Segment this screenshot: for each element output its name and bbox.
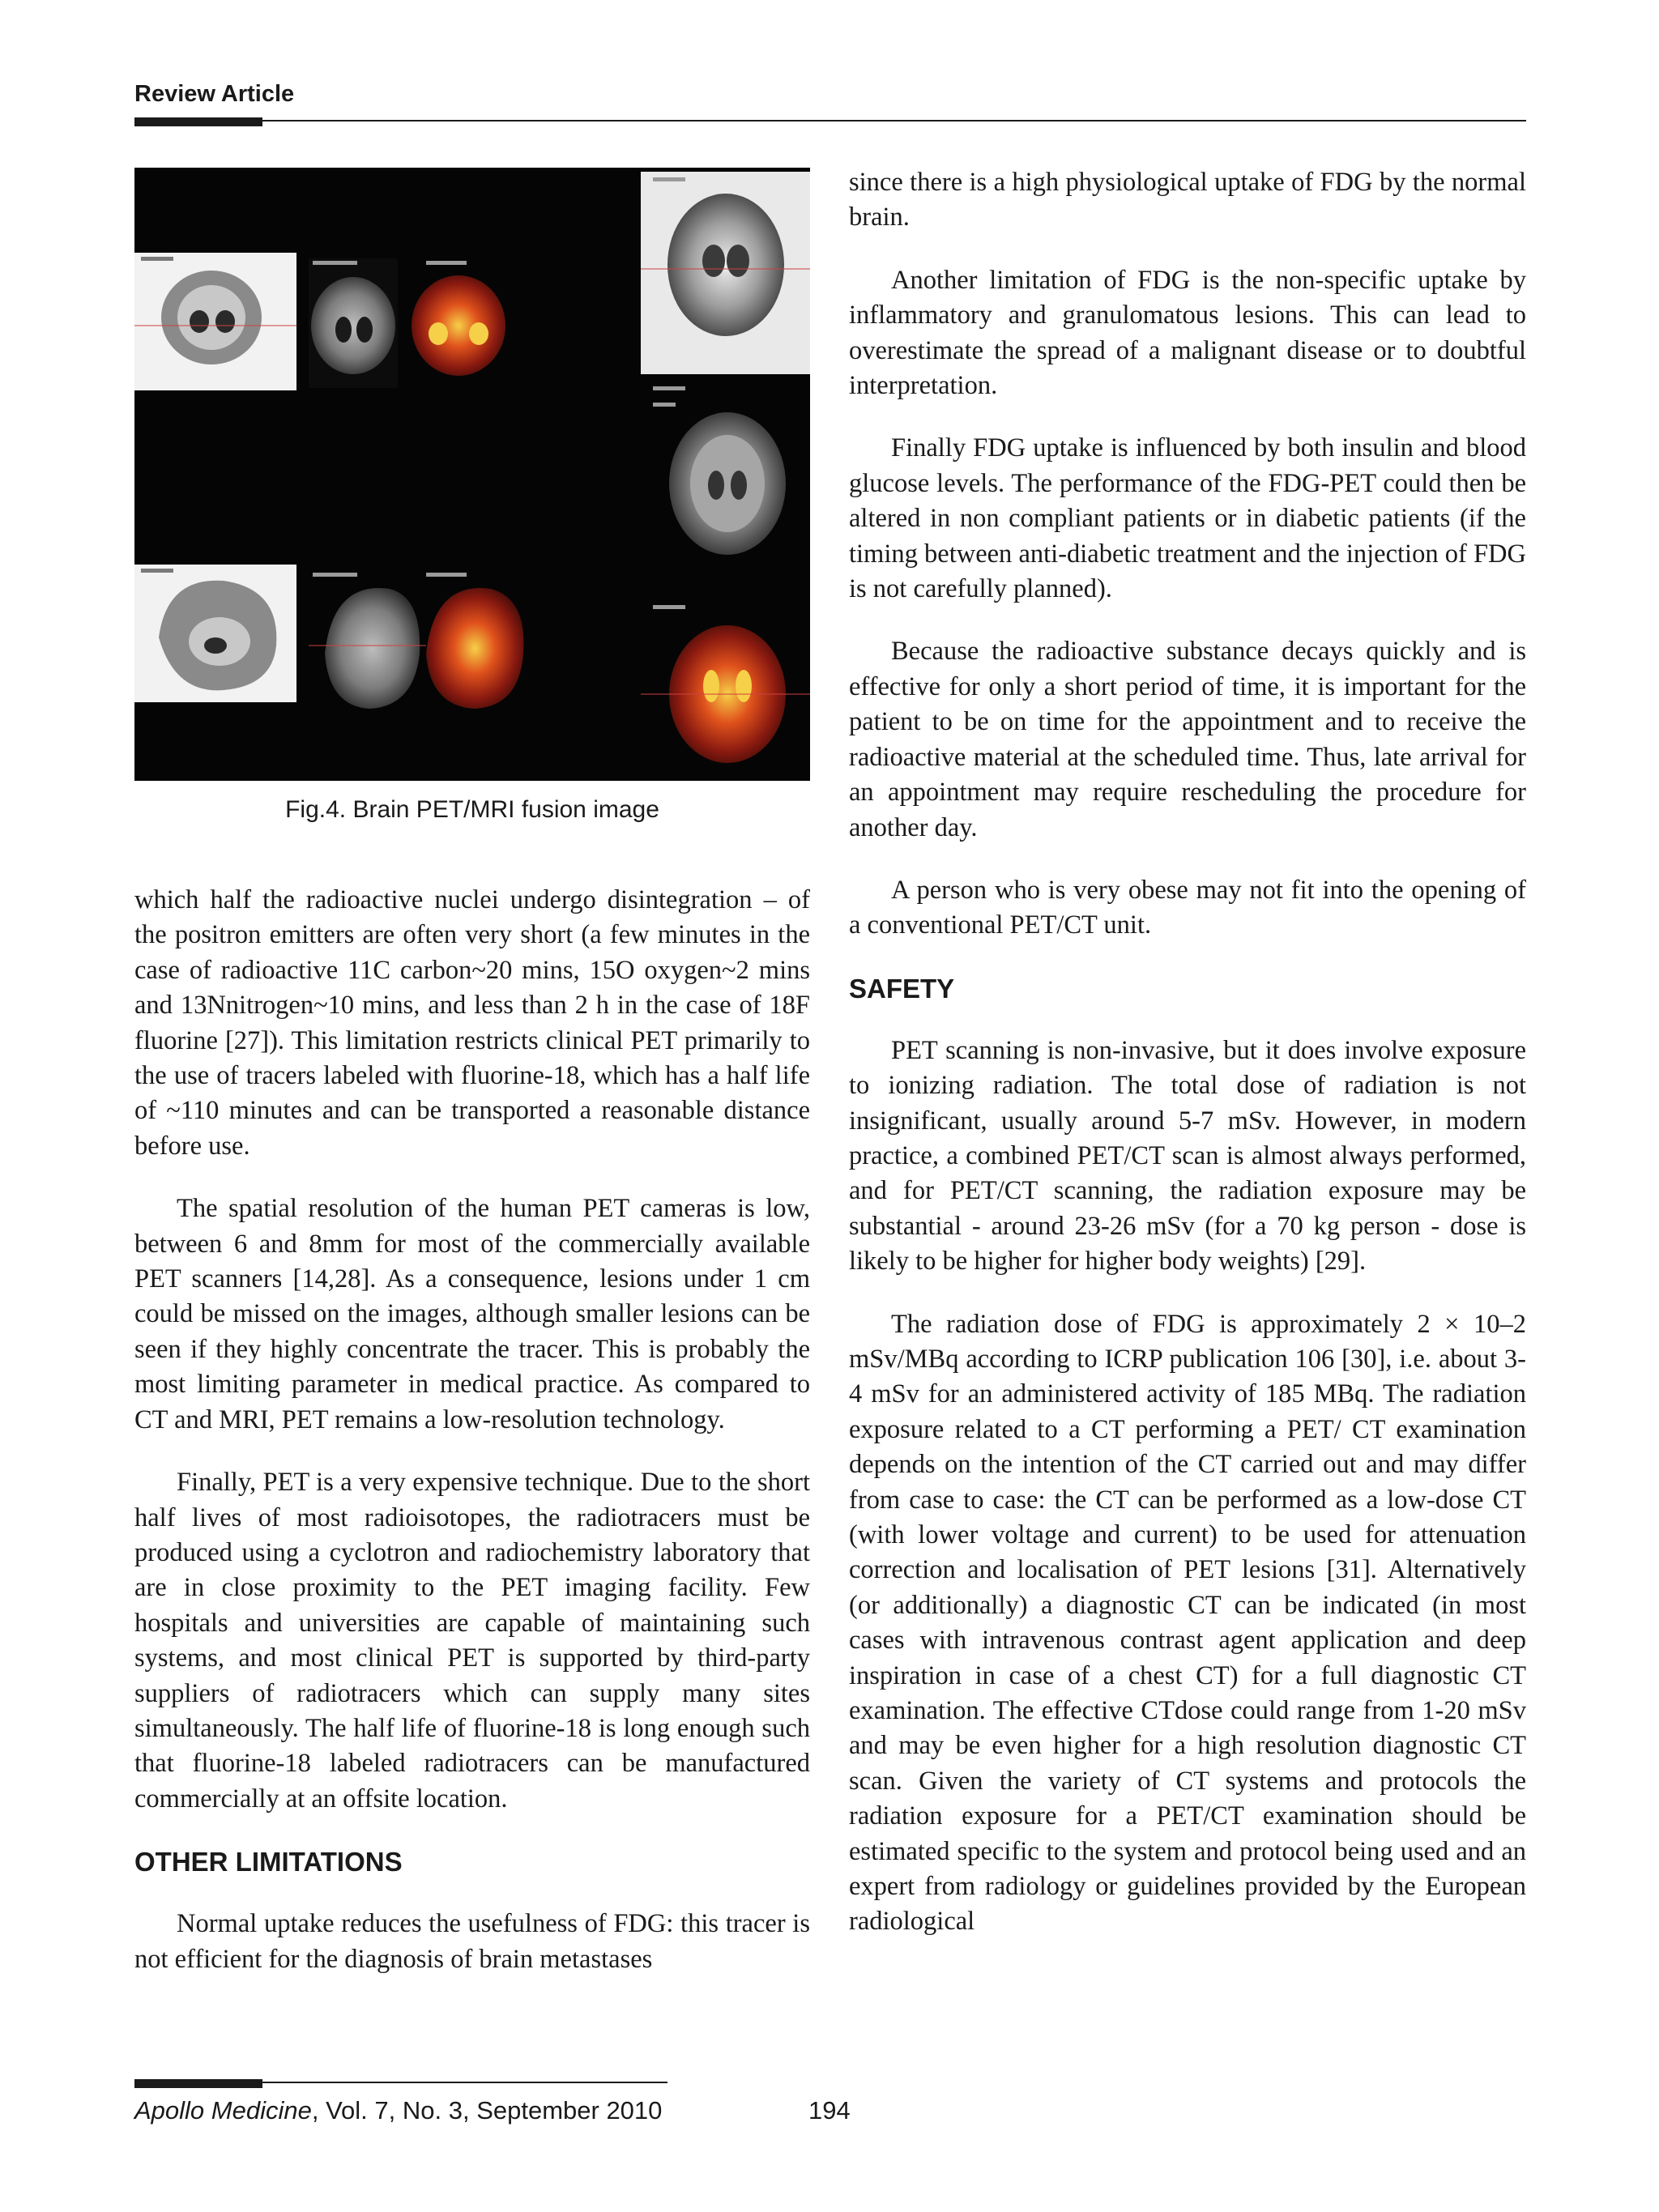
header-rule [134,120,1526,121]
right-paragraph-4: Because the radioactive substance decays quickly and is effective for only a short period of time, it is important for the patient to be on time for the appointment and to receive the radioactive material at the scheduled time. Thus, late arrival for an appointment may require rescheduling the procedure for another day. [849,637,1526,842]
journal-details: , Vol. 7, No. 3, September 2010 [311,2096,663,2125]
footer-rule [134,2082,667,2083]
right-paragraph-6: PET scanning is non-invasive, but it does involve exposure to ionizing radiation. The total dose of radiation is not insignificant, usually around 5-7 mSv. However, in modern practice, a combined PET/CT scan is almost always performed, and for PET/CT scanning, the radiation exposure may be substantial - around 23-26 mSv (for a 70 kg person - dose is likely to be higher for higher body weights) [29]. [849,1035,1526,1276]
header-rule-accent [134,117,262,126]
axial-brain-top [667,194,784,336]
left-paragraph-2: The spatial resolution of the human PET cameras is low, between 6 and 8mm for most of the commercially available PET scanners [14,28]. As a consequence, lesions under 1 cm could be missed on the images, although smaller lesions can be seen if they highly concentrate the tracer. This is probably the most limiting parameter in medical practice. As compared to CT and MRI, PET remains a low-resolution technology. [134,1194,810,1434]
page-number: 194 [808,2096,851,2125]
figure-caption: Fig.4. Brain PET/MRI fusion image [285,796,659,823]
running-header: Review Article [134,81,295,107]
left-paragraph-3: Finally, PET is a very expensive technique. Due to the short half lives of most radioisotopes, the radiotracers must be produced using a cyclotron and radiochemistry laboratory that are in close proximity to the PET imaging facility. Few hospitals and universities are capable of maintaining such systems, and most clinical PET is supported by third-party suppliers of radiotracers which can supply many sites simultaneously. The half life of fluorine-18 is long enough such that fluorine-18 labeled radiotracers can be manufactured commercially at an offsite location. [134,1468,810,1813]
fusion-sagittal-brain [426,588,524,709]
left-column [134,883,810,1977]
journal-citation [134,2096,662,2125]
left-paragraph-4: Normal uptake reduces the usefulness of FDG: this tracer is not efficient for the diagnosis of brain metastases [134,1909,810,1974]
mri-sagittal-brain [325,588,420,709]
section-heading-other-limitations: OTHER LIMITATIONS [134,1847,403,1877]
footer-rule-accent [134,2079,262,2088]
section-heading-safety: SAFETY [849,973,955,1004]
right-paragraph-3: Finally FDG uptake is influenced by both insulin and blood glucose levels. The performance of the FDG-PET could then be altered in non compliant patients or in diabetic patients (if the timing between anti-diabetic treatment and the injection of FDG is not carefully planned). [849,433,1526,604]
right-paragraph-5: A person who is very obese may not fit into the opening of a conventional PET/CT unit. [849,875,1526,940]
left-paragraph-1: which half the radioactive nuclei undergo disintegration – of the positron emitters are often very short (a few minutes in the case of radioactive 11C carbon~20 mins, 15O oxygen~2 mins and 13Nnitrogen~10 mins, and less than 2 h in the case of 18F fluorine [27]). This limitation restricts clinical PET primarily to the use of tracers labeled with fluorine-18, which has a half life of ~110 minutes and can be transported a reasonable distance before use. [134,885,810,1161]
right-paragraph-1: since there is a high physiological uptake of FDG by the normal brain. [849,168,1526,232]
right-paragraph-7: The radiation dose of FDG is approximately 2 × 10–2 mSv/MBq according to ICRP publication 106 [30], i.e. about 3-4 mSv for an administered activity of 185 MBq. The radiation exposure related to a CT performing a PET/ CT examination depends on the intention of the CT carried out and may differ from case to case: the CT can be performed as a low-dose CT (with lower voltage and current) to be used for attenuation correction and localisation of PET lesions [31]. Alternatively (or additionally) a diagnostic CT can be indicated (in most cases with intravenous contrast agent application and deep inspiration in case of a chest CT) for a full diagnostic CT examination. The effective CTdose could range from 1-20 mSv and may be even higher for a high resolution diagnostic CT scan. Given the variety of CT systems and protocols the radiation exposure for a PET/CT examination should be estimated specific to the system and protocol being used and an expert from radiology or guidelines provided by the European radiological [849,1309,1526,1937]
brain-pet-mri-fusion-image [134,168,810,781]
mri-coronal-brain [311,277,395,374]
journal-name: Apollo Medicine [134,2096,312,2125]
fusion-image-graphic [134,168,810,781]
right-column [849,165,1526,1940]
right-paragraph-2: Another limitation of FDG is the non-specific uptake by inflammatory and granulomatous lesions. This can lead to overestimate the spread of a malignant disease or to doubtful interpretation. [849,265,1526,401]
fusion-coronal-brain [412,275,505,376]
